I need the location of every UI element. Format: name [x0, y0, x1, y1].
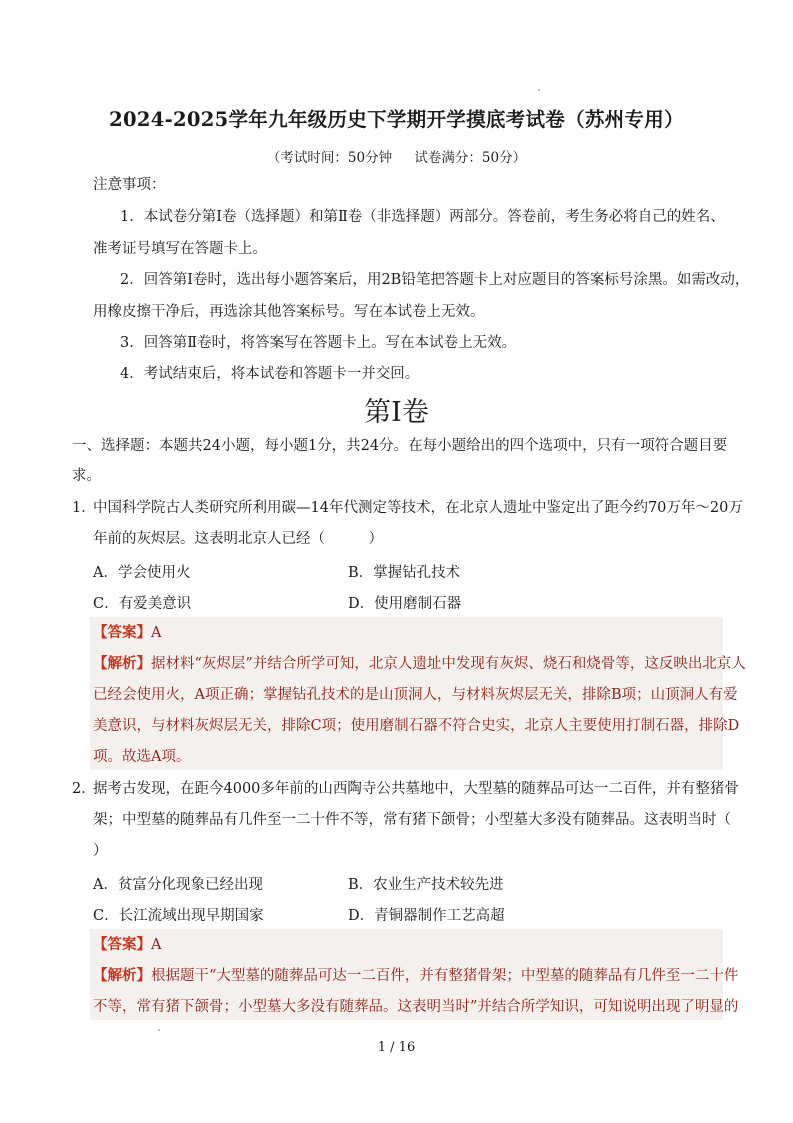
question-stem: 年前的灰烬层。这表明北京人已经（ ） — [93, 531, 383, 547]
option-d: D．青铜器制作工艺高超 — [348, 908, 505, 924]
answer-line — [93, 623, 161, 643]
answer-tag: 【答案】 — [93, 936, 151, 953]
question-stem: 中国科学院古人类研究所利用碳—14年代测定等技术，在北京人遗址中鉴定出了距今约70万年～20万 — [93, 500, 743, 516]
analysis-tag: 【解析】 — [93, 967, 151, 984]
scan-dot — [158, 1029, 160, 1031]
answer-line — [93, 935, 161, 955]
analysis-text: 项。故选A项。 — [93, 749, 191, 765]
notice-line: 3．回答第Ⅱ卷时，将答案写在答题卡上。写在本试卷上无效。 — [120, 335, 517, 351]
question-stem: 架；中型墓的随葬品有几件至一二十件不等，常有猪下颌骨；小型墓大多没有随葬品。这表明当时（ — [93, 812, 731, 828]
analysis-line — [93, 654, 746, 674]
analysis-tag: 【解析】 — [93, 655, 151, 672]
analysis-text: 据材料“灰烬层”并结合所学可知，北京人遗址中发现有灰烬、烧石和烧骨等，这反映出北京人 — [151, 656, 746, 672]
option-a: A．学会使用火 — [93, 565, 191, 581]
answer-tag: 【答案】 — [93, 624, 151, 641]
notice-line: 4．考试结束后，将本试卷和答题卡一并交回。 — [120, 366, 420, 382]
section-title: 第Ⅰ卷 — [364, 397, 429, 428]
scan-dot — [538, 89, 540, 91]
page-number: 1 / 16 — [377, 1040, 416, 1055]
question-number: 2． — [72, 781, 96, 797]
option-a: A．贫富分化现象已经出现 — [93, 877, 263, 893]
exam-info — [0, 146, 793, 166]
notice-line: 1．本试卷分第Ⅰ卷（选择题）和第Ⅱ卷（非选择题）两部分。答卷前，考生务必将自己的姓名、 — [120, 209, 725, 225]
notice-line: 准考证号填写在答题卡上。 — [93, 241, 267, 257]
answer-value: A — [151, 625, 162, 641]
notice-line: 用橡皮擦干净后，再选涂其他答案标号。写在本试卷上无效。 — [93, 304, 485, 320]
question-number: 1． — [72, 500, 96, 516]
question-stem: 据考古发现，在距今4000多年前的山西陶寺公共墓地中，大型墓的随葬品可达一二百件，并有整猪骨 — [93, 781, 739, 797]
answer-value: A — [151, 937, 162, 953]
option-d: D．使用磨制石器 — [348, 596, 462, 612]
notice-heading: 注意事项： — [93, 177, 166, 193]
option-c: C．长江流域出现早期国家 — [93, 908, 264, 924]
exam-score: 试卷满分：50分） — [414, 150, 527, 166]
analysis-text: 根据题干“大型墓的随葬品可达一二百件，并有整猪骨架；中型墓的随葬品有几件至一二十件 — [151, 968, 739, 984]
analysis-line — [93, 966, 738, 986]
analysis-text: 美意识，与材料灰烬层无关，排除C项；使用磨制石器不符合史实，北京人主要使用打制石器，排除D — [93, 718, 740, 734]
analysis-text: 已经会使用火，A项正确；掌握钻孔技术的是山顶洞人，与材料灰烬层无关，排除B项；山顶洞人有爱 — [93, 687, 738, 703]
analysis-text: 不等，常有猪下颌骨；小型墓大多没有随葬品。这表明当时”并结合所学知识，可知说明出现了明显的 — [93, 999, 739, 1015]
part-intro: 一、选择题：本题共24小题，每小题1分，共24分。在每小题给出的四个选项中，只有一项符合题目要 — [72, 438, 728, 454]
part-intro: 求。 — [72, 468, 101, 484]
question-stem: ） — [93, 843, 108, 859]
option-c: C．有爱美意识 — [93, 596, 192, 612]
option-b: B．掌握钻孔技术 — [348, 565, 461, 581]
exam-time: （考试时间：50分钟 — [266, 150, 393, 166]
notice-line: 2．回答第Ⅰ卷时，选出每小题答案后，用2B铅笔把答题卡上对应题目的答案标号涂黑。如需改动， — [120, 272, 750, 288]
option-b: B．农业生产技术较先进 — [348, 877, 504, 893]
page-title: 2024-2025学年九年级历史下学期开学摸底考试卷（苏州专用） — [109, 108, 684, 131]
